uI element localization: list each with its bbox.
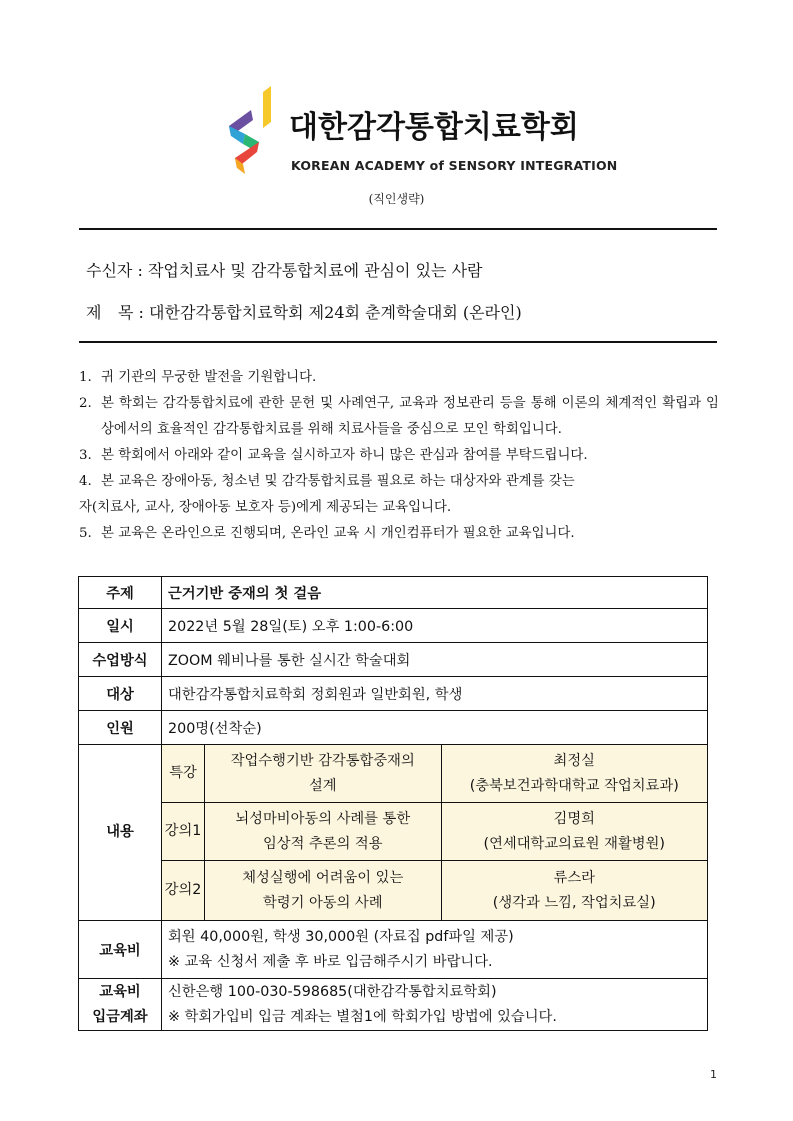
org-logo (223, 86, 618, 176)
table-row (79, 609, 708, 643)
session-title: 뇌성마비아동의 사례를 통한 임상적 추론의 적용 (205, 803, 442, 861)
subject-value: 대한감각통합치료학회 제24회 춘계학술대회 (온라인) (149, 303, 522, 322)
session-speaker: 김명희 (연세대학교의료원 재활병원) (441, 803, 707, 861)
capacity-value: 200명(선착순) (162, 711, 708, 745)
event-info-table (78, 576, 708, 1031)
list-item-continuation: 자(치료사, 교사, 장애아동 보호자 등)에게 제공되는 교육입니다. (79, 500, 452, 515)
session-type: 특강 (162, 745, 205, 803)
table-row (79, 979, 708, 1031)
table-row (79, 577, 708, 609)
session-row (79, 861, 708, 921)
session-speaker: 최정실 (충북보건과학대학교 작업치료과) (441, 745, 707, 803)
topic-label: 주제 (79, 577, 162, 609)
date-value: 2022년 5월 28일(토) 오후 1:00-6:00 (162, 609, 708, 643)
session-row (79, 745, 708, 803)
table-row (79, 711, 708, 745)
session-row (79, 803, 708, 861)
session-type: 강의1 (162, 803, 205, 861)
seal-omitted-note: (직인생략) (368, 192, 425, 206)
org-name-korean: 대한감각통합치료학회 (289, 110, 579, 145)
org-logo-mark-icon (223, 86, 279, 176)
session-type: 강의2 (162, 861, 205, 921)
subject-label-part2: 목 : (118, 303, 144, 322)
date-label: 일시 (79, 609, 162, 643)
list-item: 3. 본 학회에서 아래와 같이 교육을 실시하고자 하니 많은 관심과 참여를 부탁드립니다. (79, 448, 588, 463)
table-row (79, 643, 708, 677)
fee-label: 교육비 (79, 921, 162, 979)
list-item: 5. 본 교육은 온라인으로 진행되며, 온라인 교육 시 개인컴퓨터가 필요한 교육입니다. (79, 526, 575, 541)
session-title: 작업수행기반 감각통합중재의 설계 (205, 745, 442, 803)
header-bottom-rule (79, 341, 717, 343)
account-label: 교육비 입금계좌 (79, 979, 162, 1031)
list-item: 4. 본 교육은 장애아동, 청소년 및 감각통합치료를 필요로 하는 대상자와 관계를 갖는 (79, 474, 575, 489)
notice-list (79, 365, 719, 547)
recipient-line (86, 258, 483, 281)
method-value: ZOOM 웨비나를 통한 실시간 학술대회 (162, 643, 708, 677)
recipient-label: 수신자 : (86, 261, 143, 280)
list-item: 2. 본 학회는 감각통합치료에 관한 문헌 및 사례연구, 교육과 정보관리 등을 통해 이론의 체계적인 확립과 임상에서의 효율적인 감각통합치료를 위해 치료사들을 중심으로 모인 학회입니다. (79, 396, 719, 437)
method-label: 수업방식 (79, 643, 162, 677)
subject-line (86, 300, 522, 323)
list-item: 1. 귀 기관의 무궁한 발전을 기원합니다. (79, 370, 317, 385)
subject-label-part1: 제 (86, 303, 102, 322)
recipient-value: 작업치료사 및 감각통합치료에 관심이 있는 사람 (147, 261, 483, 280)
page-number: 1 (710, 1068, 717, 1081)
topic-value: 근거기반 중재의 첫 걸음 (162, 577, 708, 609)
target-value: 대한감각통합치료학회 정회원과 일반회원, 학생 (162, 677, 708, 711)
account-value: 신한은행 100-030-598685(대한감각통합치료학회) ※ 학회가입비 입금 계좌는 별첨1에 학회가입 방법에 있습니다. (162, 979, 708, 1031)
org-name-english: KOREAN ACADEMY of SENSORY INTEGRATION (291, 158, 618, 173)
header-top-rule (79, 228, 717, 230)
session-speaker: 류스라 (생각과 느낌, 작업치료실) (441, 861, 707, 921)
capacity-label: 인원 (79, 711, 162, 745)
content-label: 내용 (79, 745, 162, 921)
fee-value: 회원 40,000원, 학생 30,000원 (자료집 pdf파일 제공) ※ 교육 신청서 제출 후 바로 입금해주시기 바랍니다. (162, 921, 708, 979)
table-row (79, 921, 708, 979)
table-row (79, 677, 708, 711)
target-label: 대상 (79, 677, 162, 711)
session-title: 체성실행에 어려움이 있는 학령기 아동의 사례 (205, 861, 442, 921)
